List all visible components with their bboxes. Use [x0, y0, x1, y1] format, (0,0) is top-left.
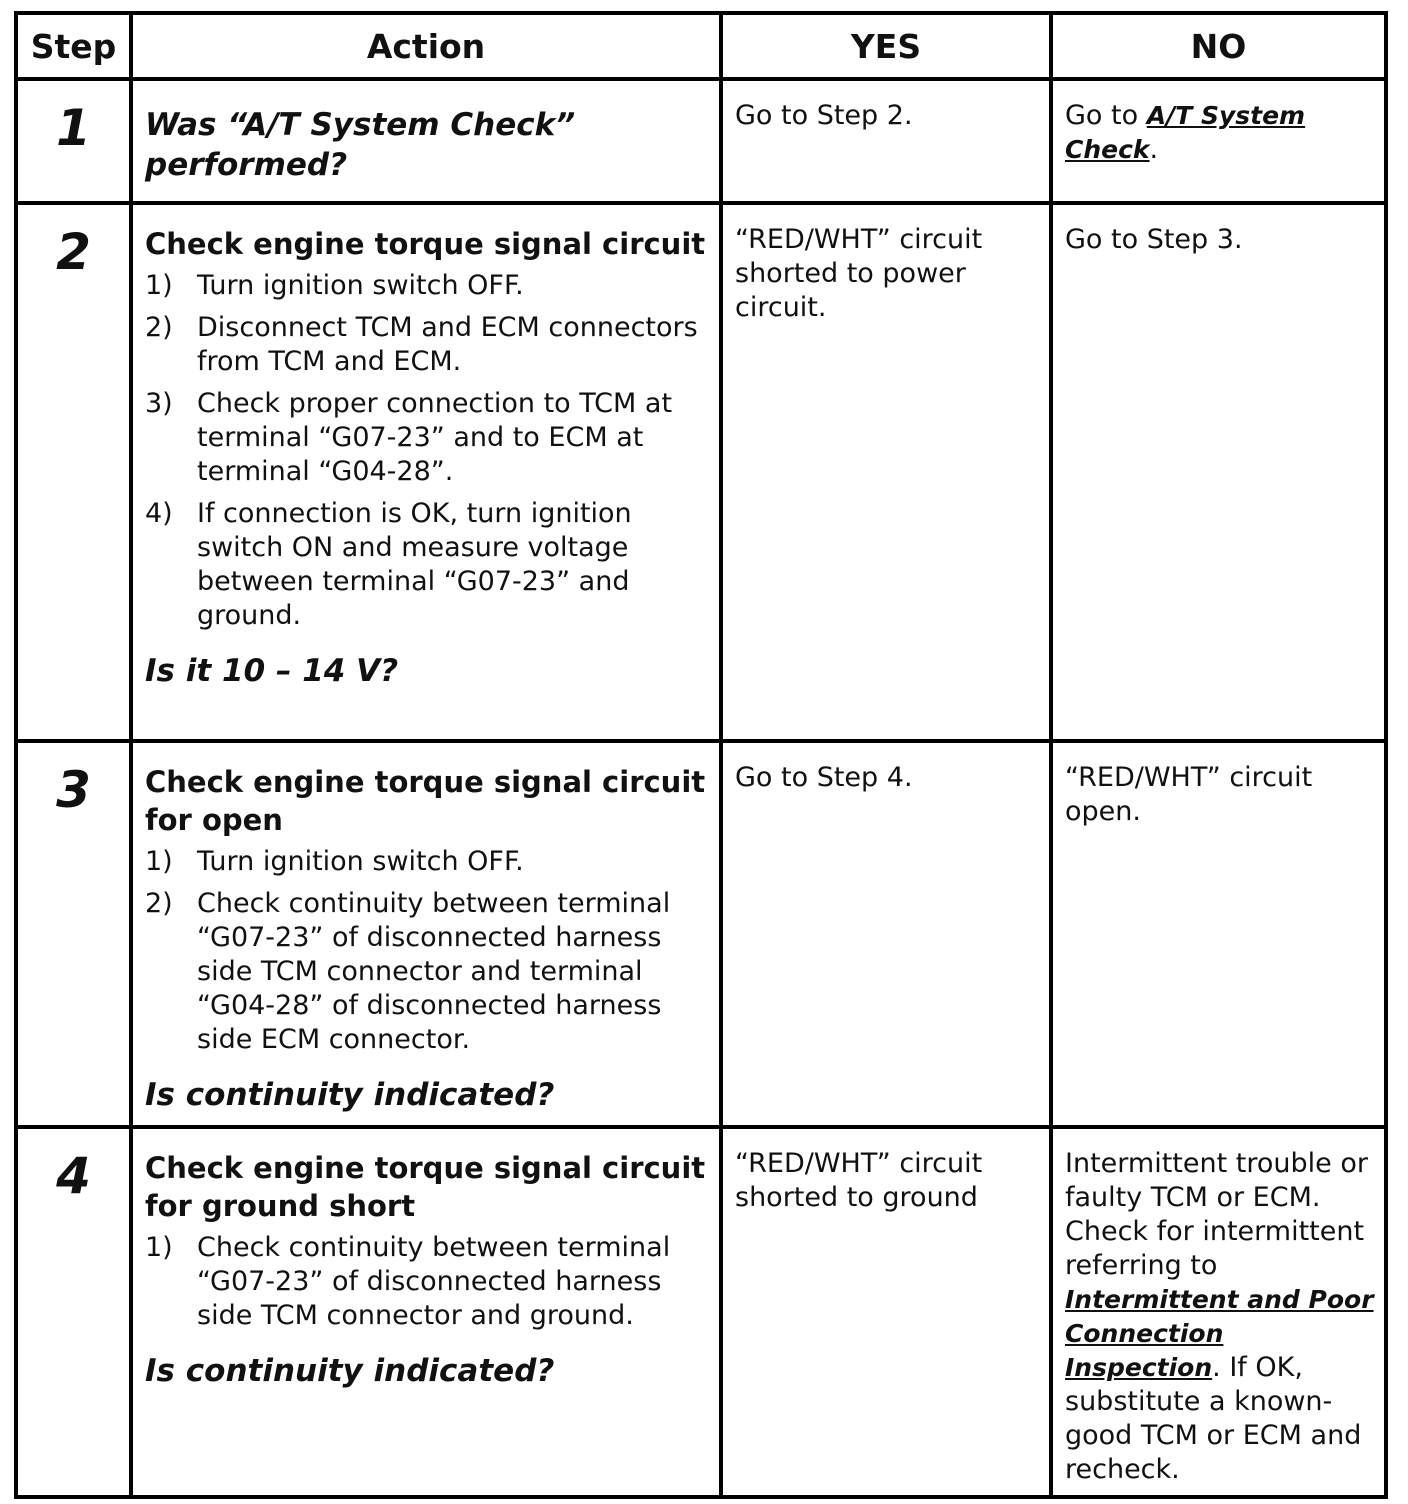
troubleshooting-table [14, 11, 1388, 1499]
header-row [16, 13, 1386, 79]
yes-cell: “RED/WHT” circuit shorted to power circuit. [721, 203, 1051, 741]
substep-number: 1) [145, 270, 173, 301]
step-title: Check engine torque signal circuit for open [145, 765, 706, 837]
no-text-before: Intermittent trouble or faulty TCM or ECM. Check for intermittent referring to [1065, 1148, 1368, 1281]
action-cell [131, 79, 721, 203]
step-number: 2 [56, 223, 91, 281]
substep-text: If connection is OK, turn ignition switch ON and measure voltage between terminal “G07-23” and ground. [197, 498, 632, 631]
yes-cell: Go to Step 2. [721, 79, 1051, 203]
action-cell [131, 1127, 721, 1497]
no-text-after: . If OK, substitute a known-good TCM or ECM and recheck. [1065, 1352, 1362, 1485]
yes-cell: Go to Step 4. [721, 741, 1051, 1127]
table-row [16, 1127, 1386, 1497]
no-text-before: Go to [1065, 100, 1147, 131]
step-number: 3 [56, 761, 91, 819]
yes-cell: “RED/WHT” circuit shorted to ground [721, 1127, 1051, 1497]
substep-item [145, 845, 709, 879]
substep-text: Turn ignition switch OFF. [197, 270, 524, 301]
substep-number: 1) [145, 1232, 173, 1263]
action-cell [131, 741, 721, 1127]
step-title: Check engine torque signal circuit for ground short [145, 1151, 706, 1223]
substep-text: Turn ignition switch OFF. [197, 846, 524, 877]
substep-list [145, 269, 709, 633]
no-text-after: . [1149, 134, 1159, 165]
step-title: Check engine torque signal circuit [145, 227, 706, 261]
substep-item [145, 887, 709, 1057]
substep-number: 2) [145, 888, 173, 919]
substep-list [145, 1231, 709, 1333]
step-cell [16, 741, 131, 1127]
reference-link[interactable]: A/T System Check [1065, 101, 1306, 164]
step-number: 1 [56, 99, 91, 157]
substep-number: 3) [145, 388, 173, 419]
table-row [16, 741, 1386, 1127]
no-cell [1051, 1127, 1386, 1497]
table-row [16, 203, 1386, 741]
substep-list [145, 845, 709, 1057]
substep-number: 4) [145, 498, 173, 529]
reference-link[interactable]: Intermittent and Poor Connection Inspection [1065, 1285, 1374, 1382]
no-cell [1051, 79, 1386, 203]
no-cell: Go to Step 3. [1051, 203, 1386, 741]
step-question: Is continuity indicated? [145, 1077, 555, 1113]
header-step: Step [16, 13, 131, 79]
step-question: Is it 10 – 14 V? [145, 653, 399, 689]
no-cell: “RED/WHT” circuit open. [1051, 741, 1386, 1127]
substep-item [145, 311, 709, 379]
substep-text: Check proper connection to TCM at terminal “G07-23” and to ECM at terminal “G04-28”. [197, 388, 673, 487]
substep-text: Check continuity between terminal “G07-23” of disconnected harness side TCM connector and ground. [197, 1232, 671, 1331]
substep-text: Disconnect TCM and ECM connectors from TCM and ECM. [197, 312, 698, 377]
header-no: NO [1051, 13, 1386, 79]
substep-item [145, 497, 709, 633]
step-cell [16, 1127, 131, 1497]
substep-text: Check continuity between terminal “G07-23” of disconnected harness side TCM connector and terminal “G04-28” of disconnected harness side ECM connector. [197, 888, 671, 1055]
substep-item [145, 387, 709, 489]
action-cell [131, 203, 721, 741]
substep-item [145, 1231, 709, 1333]
header-yes: YES [721, 13, 1051, 79]
step-question: Was “A/T System Check” performed? [145, 107, 576, 183]
step-cell [16, 79, 131, 203]
table-row [16, 79, 1386, 203]
substep-item [145, 269, 709, 303]
substep-number: 2) [145, 312, 173, 343]
step-cell [16, 203, 131, 741]
step-number: 4 [56, 1147, 91, 1205]
step-question: Is continuity indicated? [145, 1353, 555, 1389]
header-action: Action [131, 13, 721, 79]
substep-number: 1) [145, 846, 173, 877]
